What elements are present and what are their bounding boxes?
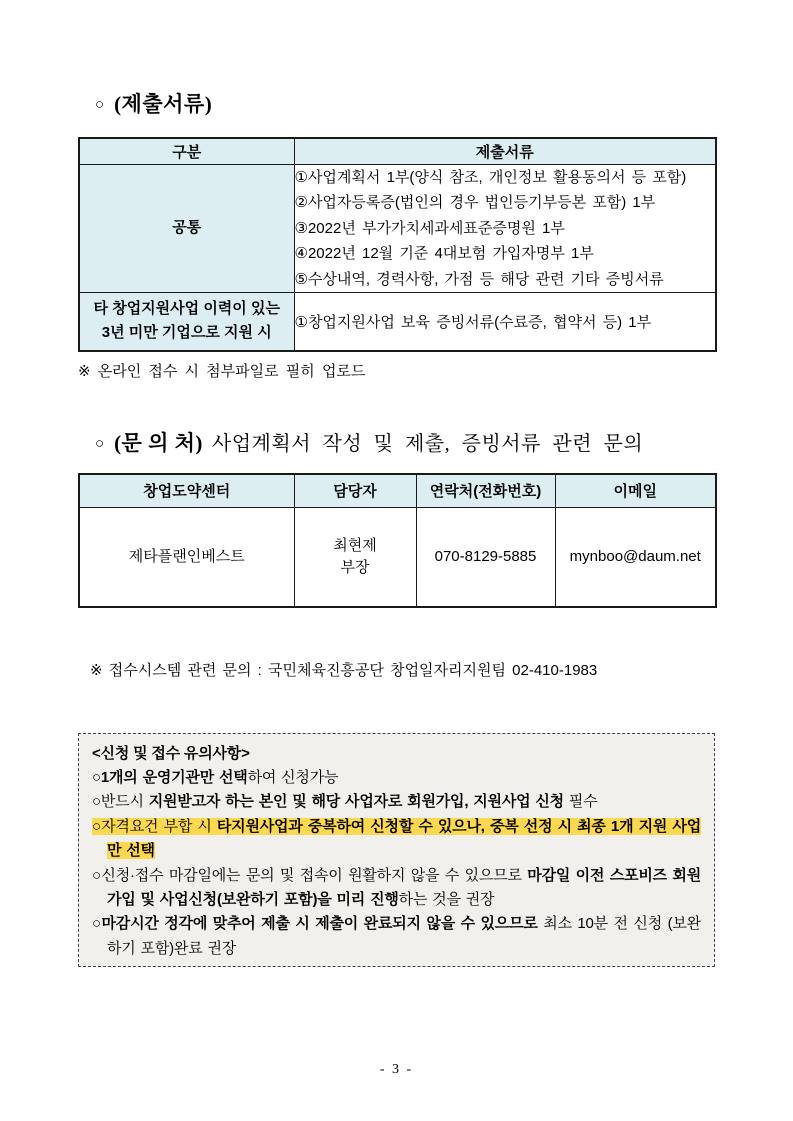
notice-line xyxy=(92,912,701,961)
table-header-row xyxy=(79,138,716,164)
document-item: ②사업자등록증(법인의 경우 법인등기부등본 포함) 1부 xyxy=(294,194,656,211)
notice-line xyxy=(92,766,701,790)
notice-bold-text: 지원받고자 하는 본인 및 해당 사업자로 회원가입, 지원사업 신청 xyxy=(148,793,564,811)
row-label-common: 공통 xyxy=(79,164,294,293)
col-header-email: 이메일 xyxy=(555,474,716,507)
circle-bullet: ○ xyxy=(92,915,102,933)
document-item: ④2022년 12월 기준 4대보험 가입자명부 1부 xyxy=(294,245,594,262)
common-documents-cell xyxy=(294,164,716,293)
section2-heading xyxy=(95,427,643,457)
document-item: ③2022년 부가가치세과세표준증명원 1부 xyxy=(294,219,565,237)
notice-bold-text: 1개의 운영기관만 선택 xyxy=(100,769,248,786)
notice-text: 최소 10분 전 신청 (보완하기 포함)완료 권장 xyxy=(107,915,701,957)
system-contact-note: ※ 접수시스템 관련 문의 : 국민체육진흥공단 창업일자리지원팀 02-410-1983 xyxy=(90,662,598,679)
col-header-center: 창업도약센터 xyxy=(79,474,294,507)
col-header-documents: 제출서류 xyxy=(294,138,716,164)
table-row xyxy=(79,293,716,351)
section2-title: (문 의 처) xyxy=(114,431,203,455)
notice-bold-text: 마감일 이전 스포비즈 회원가입 및 사업신청(보완하기 포함)을 미리 진행 xyxy=(107,866,702,909)
manager-name: 최현제 xyxy=(333,536,377,554)
page-number: - 3 - xyxy=(379,1062,414,1077)
circle-bullet: ○ xyxy=(92,769,101,786)
notice-line-highlighted xyxy=(92,815,701,864)
notice-line xyxy=(92,864,701,913)
other-documents-cell: ①창업지원사업 보육 증빙서류(수료증, 협약서 등) 1부 xyxy=(294,293,716,351)
contact-table xyxy=(78,473,717,608)
table-row xyxy=(79,164,716,293)
section1-title: (제출서류) xyxy=(114,92,213,116)
table-header-row xyxy=(79,474,716,507)
notice-bold-text: 타지원사업과 중복하여 신청할 수 있으나, 중복 선정 시 최종 1개 지원 사업만 선택 xyxy=(107,817,702,860)
col-header-category: 구분 xyxy=(79,138,294,164)
notice-text: 하는 것을 권장 xyxy=(398,891,495,909)
section1-heading xyxy=(95,88,212,118)
online-upload-note: ※ 온라인 접수 시 첨부파일로 필히 업로드 xyxy=(78,363,366,380)
notice-text: 반드시 xyxy=(100,793,149,811)
application-notice-box xyxy=(78,733,715,967)
circle-bullet: ○ xyxy=(92,793,101,811)
manager-cell xyxy=(294,507,416,607)
row-label-line2: 3년 미만 기업으로 지원 시 xyxy=(101,324,272,342)
notice-text: 자격요건 부합 시 xyxy=(101,817,217,835)
email-cell: mynboo@daum.net xyxy=(555,507,716,607)
submission-documents-table xyxy=(78,137,717,352)
document-item: ⑤수상내역, 경력사항, 가점 등 해당 관련 기타 증빙서류 xyxy=(294,270,664,288)
document-item: ①사업계획서 1부(양식 참조, 개인정보 활용동의서 등 포함) xyxy=(294,168,687,186)
manager-title: 부장 xyxy=(340,558,370,576)
row-label-line1: 타 창업지원사업 이력이 있는 xyxy=(93,300,280,318)
col-header-manager: 담당자 xyxy=(294,474,416,507)
circle-bullet: ○ xyxy=(95,96,105,113)
notice-text: 필수 xyxy=(563,793,598,811)
section2-subtitle: 사업계획서 작성 및 제출, 증빙서류 관련 문의 xyxy=(211,433,644,455)
notice-bold-text: 마감시간 정각에 맞추어 제출 시 제출이 완료되지 않을 수 있으므로 xyxy=(101,915,538,933)
row-label-other-support xyxy=(79,293,294,351)
circle-bullet: ○ xyxy=(95,435,105,452)
notice-line xyxy=(92,790,701,814)
notice-title: <신청 및 접수 유의사항> xyxy=(92,745,250,762)
circle-bullet: ○ xyxy=(92,866,102,884)
phone-cell: 070-8129-5885 xyxy=(416,507,555,607)
circle-bullet: ○ xyxy=(92,817,102,835)
notice-text: 하여 신청가능 xyxy=(247,769,339,786)
notice-text: 신청·접수 마감일에는 문의 및 접속이 원활하지 않을 수 있으므로 xyxy=(101,866,528,884)
center-name-cell: 제타플랜인베스트 xyxy=(79,507,294,607)
table-row xyxy=(79,507,716,607)
col-header-phone: 연락처(전화번호) xyxy=(416,474,555,507)
